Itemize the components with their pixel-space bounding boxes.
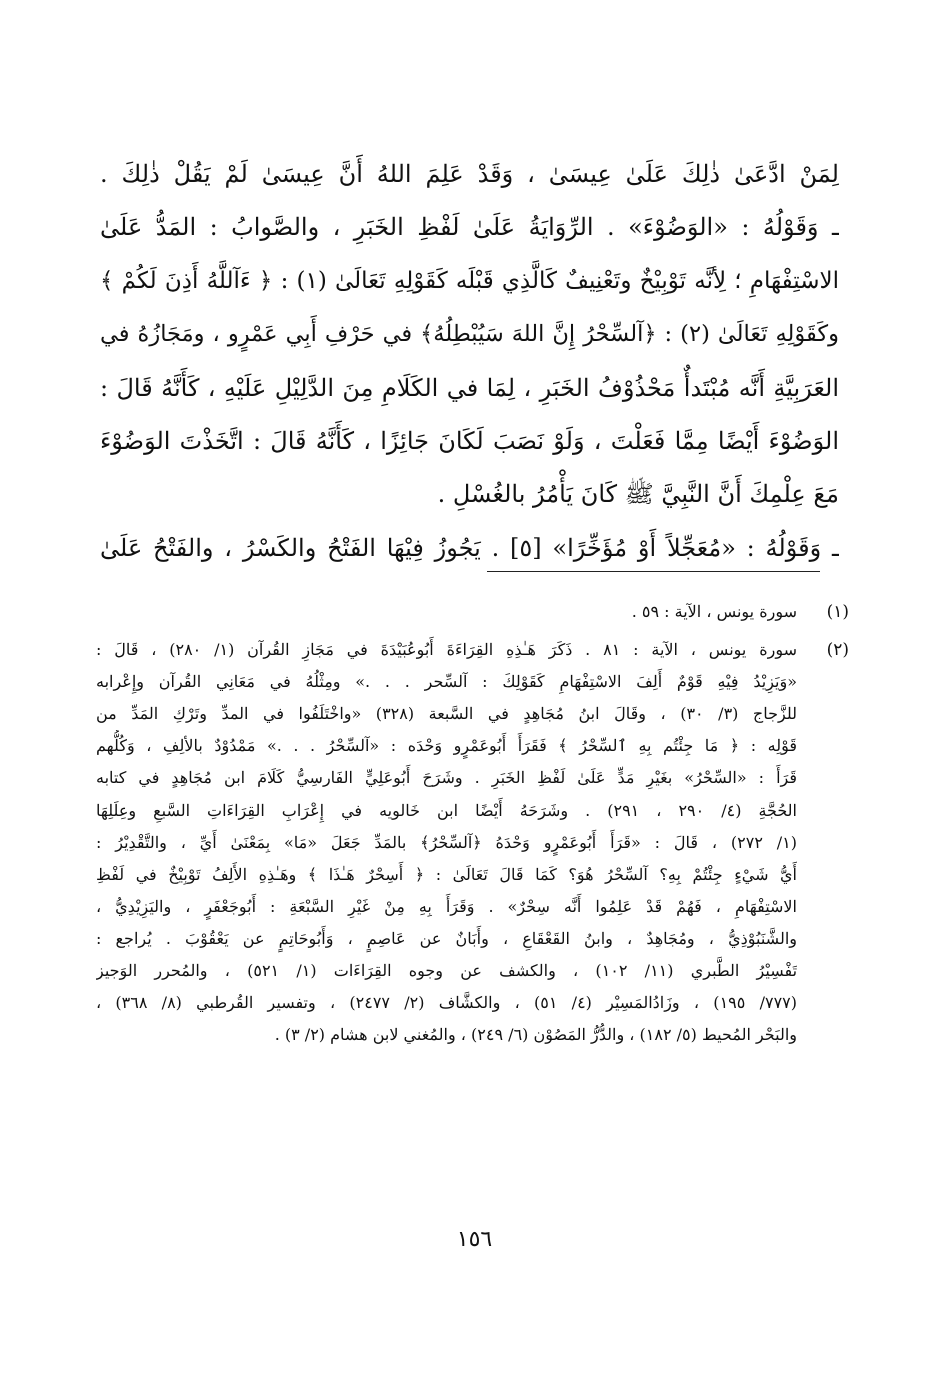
- main-text-line: الوَضُوْءَ أَيْضًا مِمَّا فَعَلْتَ ، وَلَوْ نَصَبَ لَكَانَ جَائِزًا ، كَأَنَّهُ قَالَ : اتَّخَذْتَ الوَضُوْءَ: [100, 426, 839, 455]
- footnote-line: قَرَأَ : «السِّحْرُ» بغَيْرِ مَدٍّ عَلَىٰ لَفْظِ الخَبَرِ . وشَرَحَ أَبُوعَلِيٍّ الفَارسِيُّ كَلَامَ ابن مُجَاهِدٍ في كتابه: [96, 768, 797, 788]
- footnote-line: والشَّنَبُوْذِيُّ ، ومُجَاهِدٌ ، وابنُ القَعْقَاعِ ، وأَبَانٌ عن عَاصِمٍ ، وَأَبُوحَاتِمٍ عن يَعْقُوْبَ . يُراجع :: [96, 928, 797, 948]
- main-text-line: ـ وَقَوْلُهُ : «مُعَجِّلاً أَوْ مُؤَخِّرًا» [٥] . يَجُوزُ فِيْهَا الفَتْحُ والكَسْرُ ، والفَتْحُ عَلَىٰ: [100, 533, 839, 562]
- footnote-line: والبَحْر المُحيط (٥/ ١٨٢) ، والدُّرُّ المَصُوْن (٦/ ٢٤٩) ، والمُغني لابن هشام (٢/ ٣) .: [274, 1025, 797, 1045]
- footnote-line: «وَيَزِيْدُ فِيْهِ قَوْمٌ أَلِفَ الاسْتِفْهَامِ كَقَوْلِكَ : آلسِّحر . . .» ومِثْلُهُ في مَعَانِي القُرآن وإِعْرابه: [96, 672, 797, 692]
- main-text-line: وكَقَوْلِهِ تَعَالَىٰ (٢) : ﴿آلسِّحْرُ إِنَّ اللهَ سَيُبْطِلُهُ﴾ في حَرْفِ أَبِي عَمْرٍو ، ومَجَازُهُ في: [100, 321, 839, 348]
- footnote-separator: [487, 571, 820, 572]
- main-text-line: الاسْتِفْهَامِ ؛ لِأنَّه تَوْبِيْخٌ وتَعْنِيفٌ كَالَّذِي قَبْلَه كَقَوْلِهِ تَعَالَىٰ (١) : ﴿ ءَآللَّهُ أَذِنَ لَكُمْ ﴾: [100, 267, 839, 294]
- footnote-line: (٧٧٧/ ١٩٥) ، وزَادُالمَسِيْر (٤/ ٥١) ، والكشَّاف (٢/ ٢٤٧٧) ، وتفسير القُرطبي (٨/ ٣٦٨) ،: [96, 993, 797, 1013]
- footnote-line: سورة يونس ، الآية : ٨١ . ذَكَرَ هَـٰذِهِ القِرَاءَةَ أَبُوعُبَيْدَةَ في مَجَازِ القُرآن (١/ ٢٨٠) ، قَالَ :: [96, 640, 797, 660]
- page-number: ١٥٦: [456, 1227, 493, 1252]
- footnote-number: (١): [826, 602, 849, 622]
- footnote-line: الحُجَّةِ (٤/ ٢٩٠ ، ٢٩١) . وشَرَحَهُ أَيْضًا ابن خَالويه في إِعْرَابِ القِرَاءَاتِ السَّبعِ وعِلَلِهَا: [96, 800, 797, 820]
- main-text-line: لِمَنْ ادَّعَىٰ ذٰلِكَ عَلَىٰ عِيسَىٰ ، وَقَدْ عَلِمَ اللهُ أَنَّ عِيسَىٰ لَمْ يَقُلْ ذٰلِكَ .: [100, 160, 839, 188]
- footnote-line: أَيُّ شَيْءٍ جِئْتُمْ بِهِ؟ آلسِّحْرُ هُوَ؟ كَمَا قَالَ تَعَالَىٰ : ﴿ أَسِحْرٌ هَـٰذَا ﴾ وهَـٰذِهِ الأَلِفُ تَوْبِيْخٌ في لَفْظِ: [96, 864, 797, 884]
- main-text: [100, 148, 839, 575]
- main-text-line: ـ وَقَوْلُهُ : «الوَضُوْءَ» . الرِّوَايَةُ عَلَىٰ لَفْظِ الخَبَرِ ، والصَّوابُ : المَدُّ عَلَىٰ: [100, 213, 839, 242]
- footnote-line: تَفْسِيْرُ الطَّبري (١١/ ١٠٢) ، والكشف عن وجوه القِرَاءَات (١/ ٥٢١) ، والمُحرر الوَجيز: [96, 961, 797, 981]
- footnote-line: (١/ ٢٧٢) ، قَالَ : «قَرَأَ أَبُوعَمْرٍو وَحْدَهُ ﴿آلسِّحْرُ﴾ بالمَدِّ جَعَلَ «مَا» بِمَعْنَىٰ أَيِّ ، والتَّقْدِيْرُ :: [96, 832, 797, 852]
- footnote-line: الاسْتِفْهَامِ ، فَهُمْ قَدْ عَلِمُوا أَنَّه سِحْرٌ» . وَقَرَأَ بِهِ مِنْ غَيْرِ السَّبْعَةِ : أَبُوجَعْفَرٍ ، واليَزِيْدِيُّ ،: [96, 896, 797, 916]
- footnote: [96, 634, 849, 1051]
- footnote-line: قَوْلِه : ﴿ مَا جِئْتُم بِهِ ٱلسِّحْرُ ﴾ فَقَرَأَ أَبُوعَمْرٍو وَحْدَه : «آلسِّحْرُ . . .» مَمْدُوْدٌ بالألِفِ ، وَكُلُّهم: [96, 736, 797, 756]
- main-text-line: العَرَبِيَّةِ أَنَّه مُبْتَدأٌ مَحْذُوْفُ الخَبَرِ ، لِمَا في الكَلَامِ مِنَ الدَّلِيْلِ عَلَيْهِ ، كَأَنَّهُ قَالَ :: [100, 373, 839, 402]
- main-text-line: مَعَ عِلْمِكَ أَنَّ النَّبِيَّ ﷺ كَانَ يَأْمُرُ بالغُسْلِ .: [437, 480, 839, 509]
- footnote: [96, 596, 849, 628]
- footnote-number: (٢): [826, 640, 849, 661]
- footnotes: [96, 596, 849, 1051]
- footnote-line: سورة يونس ، الآية : ٥٩ .: [631, 602, 797, 621]
- footnote-line: للزَّجاج (٣/ ٣٠) ، وقَالَ ابنُ مُجَاهِدٍ في السَّبعة (٣٢٨) «واخْتَلَفُوا في المدِّ وتَرْكِ المَدِّ من: [96, 704, 797, 724]
